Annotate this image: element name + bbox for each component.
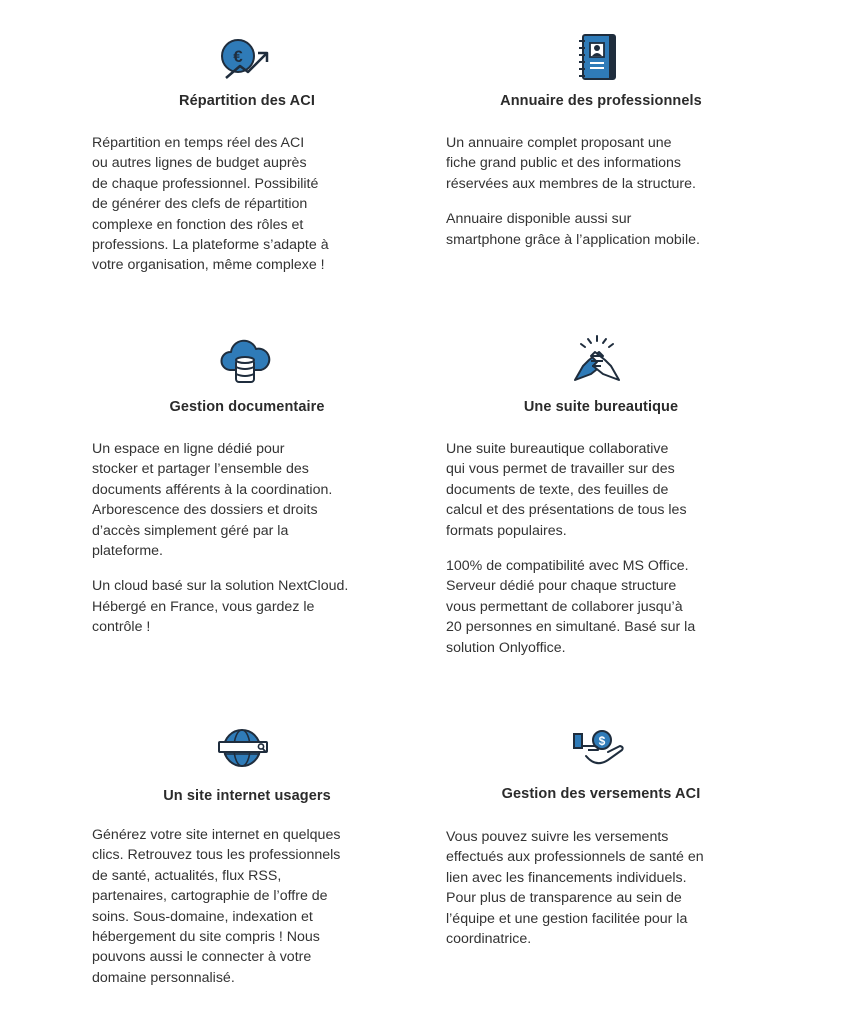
feature-title: Gestion des versements ACI: [501, 786, 701, 802]
feature-suite-bureautique: [446, 334, 756, 674]
euro-growth-icon: [220, 34, 272, 82]
feature-title: Annuaire des professionnels: [500, 93, 702, 109]
globe-search-icon: [218, 726, 272, 770]
description-paragraph: Vous pouvez suivre les versements effectués aux professionnels de santé en lien avec les financements individuels. Pour plus de transparence au sein de l’équipe et une gestion facilitée pour la coordinatrice.: [446, 829, 704, 948]
description-paragraph: Générez votre site internet en quelques clics. Retrouvez tous les professionnels de santé, actualités, flux RSS, partenaires, cartographie de l’offre de soins. Sous-domaine, indexation et hébergement du site compris ! Nous pouvons aussi le connecter à votre domaine personnalisé.: [92, 827, 341, 986]
cloud-database-icon: [220, 338, 270, 386]
description-paragraph: Un cloud basé sur la solution NextCloud. Hébergé en France, vous gardez le contrôle !: [92, 578, 349, 636]
feature-gestion-versements: [446, 728, 756, 968]
feature-title: Une suite bureautique: [523, 399, 679, 415]
description-paragraph: 100% de compatibilité avec MS Office. Serveur dédié pour chaque structure vous permettant de collaborer jusqu’à 20 personnes en simultané. Basé sur la solution Onlyoffice.: [446, 558, 696, 656]
hand-money-icon: [573, 728, 625, 770]
feature-description: [446, 133, 756, 250]
handshake-icon: [571, 334, 623, 386]
description-paragraph: Un espace en ligne dédié pour stocker et partager l’ensemble des documents afférents à la coordination. Arborescence des dossiers et droits d’accès simplement géré par la plateforme.: [92, 441, 333, 560]
feature-site-internet: [92, 726, 402, 996]
description-paragraph: Répartition en temps réel des ACI ou autres lignes de budget auprès de chaque professionnel. Possibilité de générer des clefs de répartition complexe en fonction des rôles et professions. La plateforme s’adapte à votre organisation, même complexe !: [92, 135, 329, 274]
feature-description: [92, 133, 402, 276]
description-paragraph: Annuaire disponible aussi sur smartphone grâce à l’application mobile.: [446, 211, 700, 248]
svg-text:€: €: [233, 47, 243, 66]
feature-description: [92, 439, 402, 638]
feature-repartition-aci: [92, 34, 402, 284]
feature-description: [446, 827, 756, 949]
feature-title: Gestion documentaire: [169, 399, 325, 415]
feature-title: Répartition des ACI: [179, 93, 315, 109]
feature-gestion-documentaire: [92, 338, 402, 658]
feature-title: Un site internet usagers: [163, 788, 331, 804]
description-paragraph: Un annuaire complet proposant une fiche grand public et des informations réservées aux membres de la structure.: [446, 135, 696, 192]
feature-annuaire: [446, 34, 756, 284]
address-book-icon: [577, 34, 619, 82]
feature-description: [446, 439, 756, 658]
feature-description: [92, 825, 402, 988]
svg-text:$: $: [598, 734, 606, 748]
description-paragraph: Une suite bureautique collaborative qui vous permet de travailler sur des documents de texte, des feuilles de calcul et des présentations de tous les formats populaires.: [446, 441, 687, 539]
